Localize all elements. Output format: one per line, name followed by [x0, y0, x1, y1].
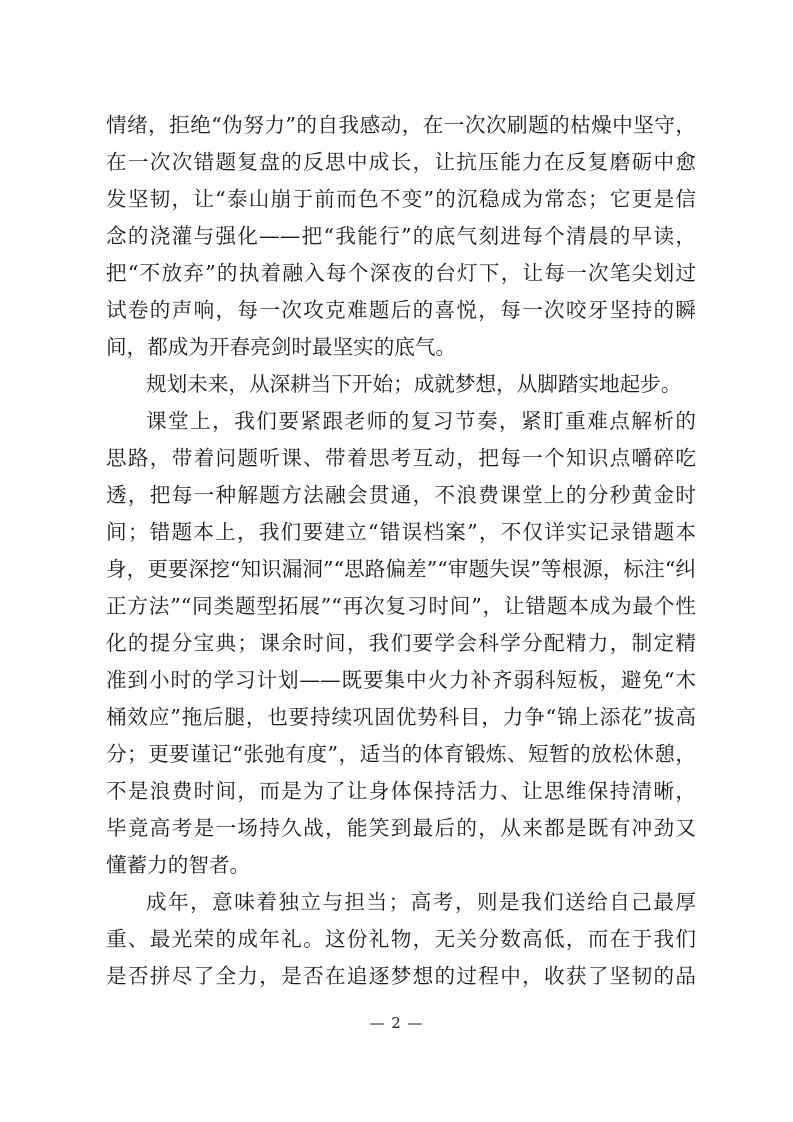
text-line: 课堂上，我们要紧跟老师的复习节奏，紧盯重难点解析的	[146, 409, 696, 433]
text-line: 思路，带着问题听课、带着思考互动，把每一个知识点嚼碎吃	[106, 446, 696, 470]
text-line: 间；错题本上，我们要建立“错误档案”，不仅详实记录错题本	[106, 520, 696, 544]
text-line: 化的提分宝典；课余时间，我们要学会科学分配精力，制定精	[106, 631, 696, 655]
text-line: 间，都成为开春亮剑时最坚实的底气。	[106, 335, 457, 359]
text-line: 懂蓄力的智者。	[106, 853, 251, 877]
page-number: — 2 —	[369, 1014, 424, 1032]
text-line: 透，把每一种解题方法融会贯通，不浪费课堂上的分秒黄金时	[106, 483, 696, 507]
text-line: 不是浪费时间，而是为了让身体保持活力、让思维保持清晰，	[106, 779, 696, 803]
text-line: 把“不放弃”的执着融入每个深夜的台灯下，让每一次笔尖划过	[106, 261, 696, 285]
text-line: 规划未来，从深耕当下开始；成就梦想，从脚踏实地起步。	[146, 372, 682, 396]
text-line: 准到小时的学习计划——既要集中火力补齐弱科短板，避免“木	[106, 668, 696, 692]
text-line: 重、最光荣的成年礼。这份礼物，无关分数高低，而在于我们	[106, 927, 696, 951]
text-line: 桶效应”拖后腿，也要持续巩固优势科目，力争“锦上添花”拔高	[106, 705, 696, 729]
text-line: 念的浇灌与强化——把“我能行”的底气刻进每个清晨的早读，	[106, 224, 696, 248]
text-line: 毕竟高考是一场持久战，能笑到最后的，从来都是既有冲劲又	[106, 816, 696, 840]
text-line: 是否拼尽了全力，是否在追逐梦想的过程中，收获了坚韧的品	[106, 964, 696, 988]
text-line: 情绪，拒绝“伪努力”的自我感动，在一次次刷题的枯燥中坚守，	[106, 113, 696, 137]
text-line: 发坚韧，让“泰山崩于前而色不变”的沉稳成为常态；它更是信	[106, 187, 696, 211]
text-line: 正方法”“同类题型拓展”“再次复习时间”，让错题本成为最个性	[106, 594, 696, 618]
text-line: 身，更要深挖“知识漏洞”“思路偏差”“审题失误”等根源，标注“纠	[106, 557, 696, 581]
text-line: 分；更要谨记“张弛有度”，适当的体育锻炼、短暂的放松休憩，	[106, 742, 696, 766]
body-text	[106, 107, 696, 995]
text-line: 在一次次错题复盘的反思中成长，让抗压能力在反复磨砺中愈	[106, 150, 696, 174]
text-line: 成年，意味着独立与担当；高考，则是我们送给自己最厚	[146, 890, 696, 914]
text-line: 试卷的声响，每一次攻克难题后的喜悦，每一次咬牙坚持的瞬	[106, 298, 696, 322]
